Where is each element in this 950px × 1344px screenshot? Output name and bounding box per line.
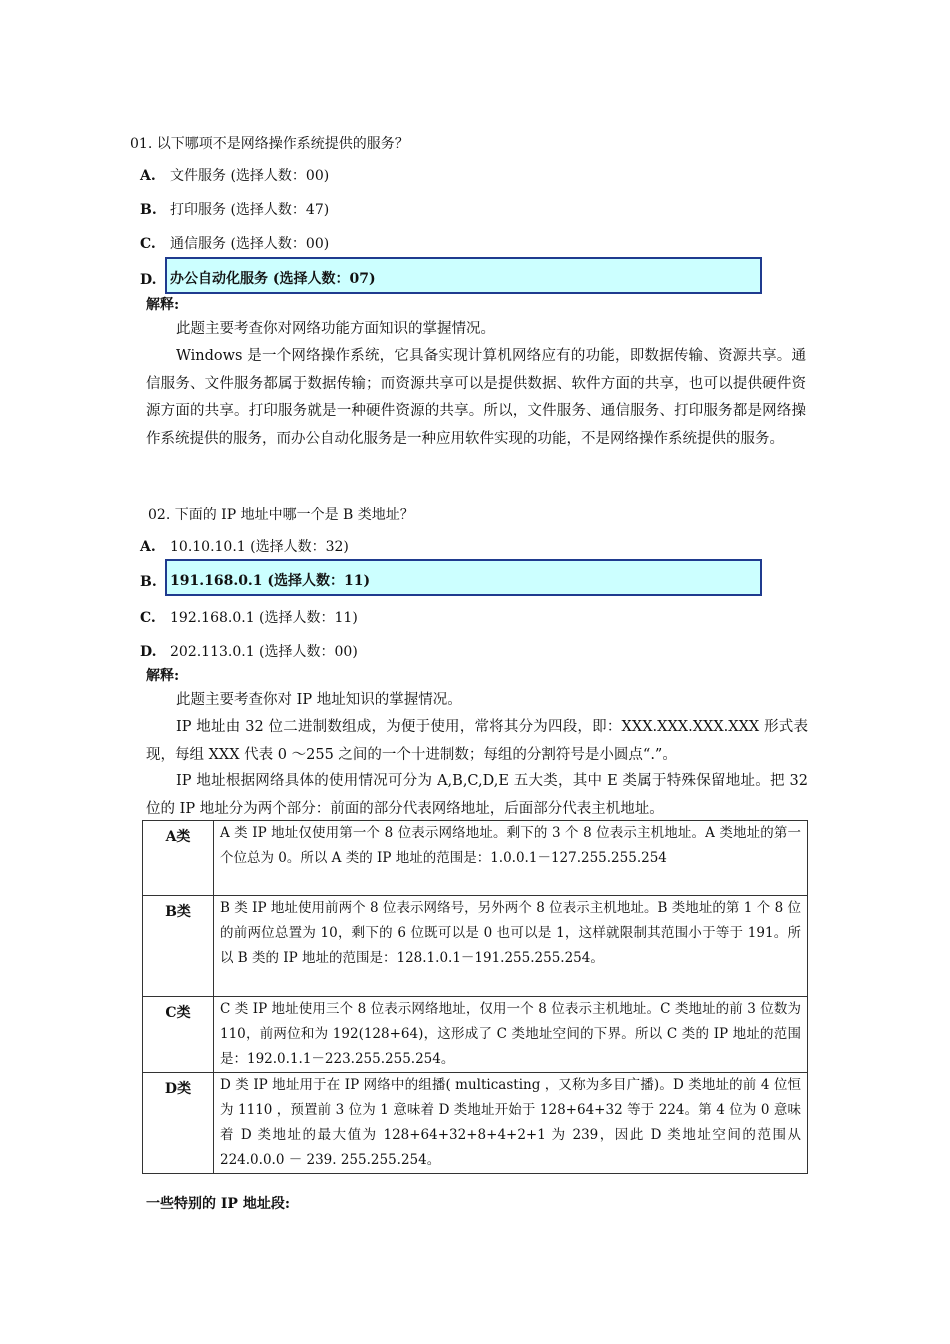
table-cell-class: D类 [143,1073,214,1174]
q2-option-c-text: 192.168.0.1 (选择人数：11) [170,610,358,626]
table-row [143,896,808,997]
table-cell-description: B 类 IP 地址使用前两个 8 位表示网络号，另外两个 8 位表示主机地址。B 类地址的第 1 个 8 位的前两位总置为 10，剩下的 6 位既可以是 0 也可以是 1，这样就限制其范围小于等于 191。所以 B 类的 IP 地址的范围是：128.1.0.1－191.255.255.254。 [214,896,808,997]
q1-option-c-text: 通信服务 (选择人数：00) [170,236,330,252]
q1-option-b-letter: B. [140,202,157,218]
table-cell-description: C 类 IP 地址使用三个 8 位表示网络地址，仅用一个 8 位表示主机地址。C 类地址的前 3 位数为 110，前两位和为 192(128+64)，这形成了 C 类地址空间的下界。所以 C 类的 IP 地址的范围是：192.0.1.1－223.255.255.254。 [214,997,808,1073]
table-row [143,997,808,1073]
q2-option-d-letter: D. [140,644,157,660]
q1-option-d-text: 办公自动化服务 (选择人数：07) [170,271,376,287]
q2-option-d-text: 202.113.0.1 (选择人数：00) [170,644,358,660]
special-ip-section-title: 一些特别的 IP 地址段: [146,1196,290,1212]
q2-option-b-letter: B. [140,574,157,590]
q1-option-a-text: 文件服务 (选择人数：00) [170,168,330,184]
q1-explain-paragraph-1: 此题主要考查你对网络功能方面知识的掌握情况。 [176,321,495,337]
table-cell-description: A 类 IP 地址仅使用第一个 8 位表示网络地址。剩下的 3 个 8 位表示主机地址。A 类地址的第一个位总为 0。所以 A 类的 IP 地址的范围是：1.0.0.1－127.255.255.254 [214,821,808,896]
table-cell-class: B类 [143,896,214,997]
table-row [143,1073,808,1174]
q1-option-b-text: 打印服务 (选择人数：47) [170,202,330,218]
ip-class-table [142,820,808,1174]
q2-explain-label: 解释: [146,668,180,684]
q2-option-c-letter: C. [140,610,156,626]
q1-explain-paragraph-2: Windows 是一个网络操作系统，它具备实现计算机网络应有的功能，即数据传输、资源共享。通信服务、文件服务都属于数据传输；而资源共享可以是提供数据、软件方面的共享，也可以提供硬件资源方面的共享。打印服务就是一种硬件资源的共享。所以，文件服务、通信服务、打印服务都是网络操作系统提供的服务，而办公自动化服务是一种应用软件实现的功能，不是网络操作系统提供的服务。 [146,348,806,447]
q1-explain-label: 解释: [146,297,180,313]
q2-explain-paragraph-3: IP 地址根据网络具体的使用情况可分为 A,B,C,D,E 五大类，其中 E 类属于特殊保留地址。把 32 位的 IP 地址分为两个部分：前面的部分代表网络地址，后面部分代表主机地址。 [146,773,808,817]
q1-option-c-letter: C. [140,236,156,252]
q1-option-a-letter: A. [140,168,156,184]
q2-explain-paragraph-2: IP 地址由 32 位二进制数组成，为便于使用，常将其分为四段，即：XXX.XXX.XXX.XXX 形式表现，每组 XXX 代表 0 ～255 之间的一个十进制数；每组的分割符号是小圆点“.”。 [146,719,808,763]
question-2-title: 02. 下面的 IP 地址中哪一个是 B 类地址？ [148,507,414,523]
q2-option-a-letter: A. [140,539,156,555]
table-row [143,821,808,896]
q2-explain-paragraph-1: 此题主要考查你对 IP 地址知识的掌握情况。 [176,692,462,708]
q1-option-d-letter: D. [140,272,157,288]
table-cell-class: C类 [143,997,214,1073]
q2-option-a-text: 10.10.10.1 (选择人数：32) [170,539,349,555]
table-cell-description: D 类 IP 地址用于在 IP 网络中的组播( multicasting ，又称为多目广播)。D 类地址的前 4 位恒为 1110 ，预置前 3 位为 1 意味着 D 类地址开始于 128+64+32 等于 224。第 4 位为 0 意味着 D 类地址的最大值为 128+64+32+8+4+2+1 为 239，因此 D 类地址空间的范围从 224.0.0.0 － 239. 255.255.254。 [214,1073,808,1174]
question-1-title: 01. 以下哪项不是网络操作系统提供的服务？ [130,136,409,152]
table-cell-class: A类 [143,821,214,896]
q2-option-b-text: 191.168.0.1 (选择人数：11) [170,573,371,589]
